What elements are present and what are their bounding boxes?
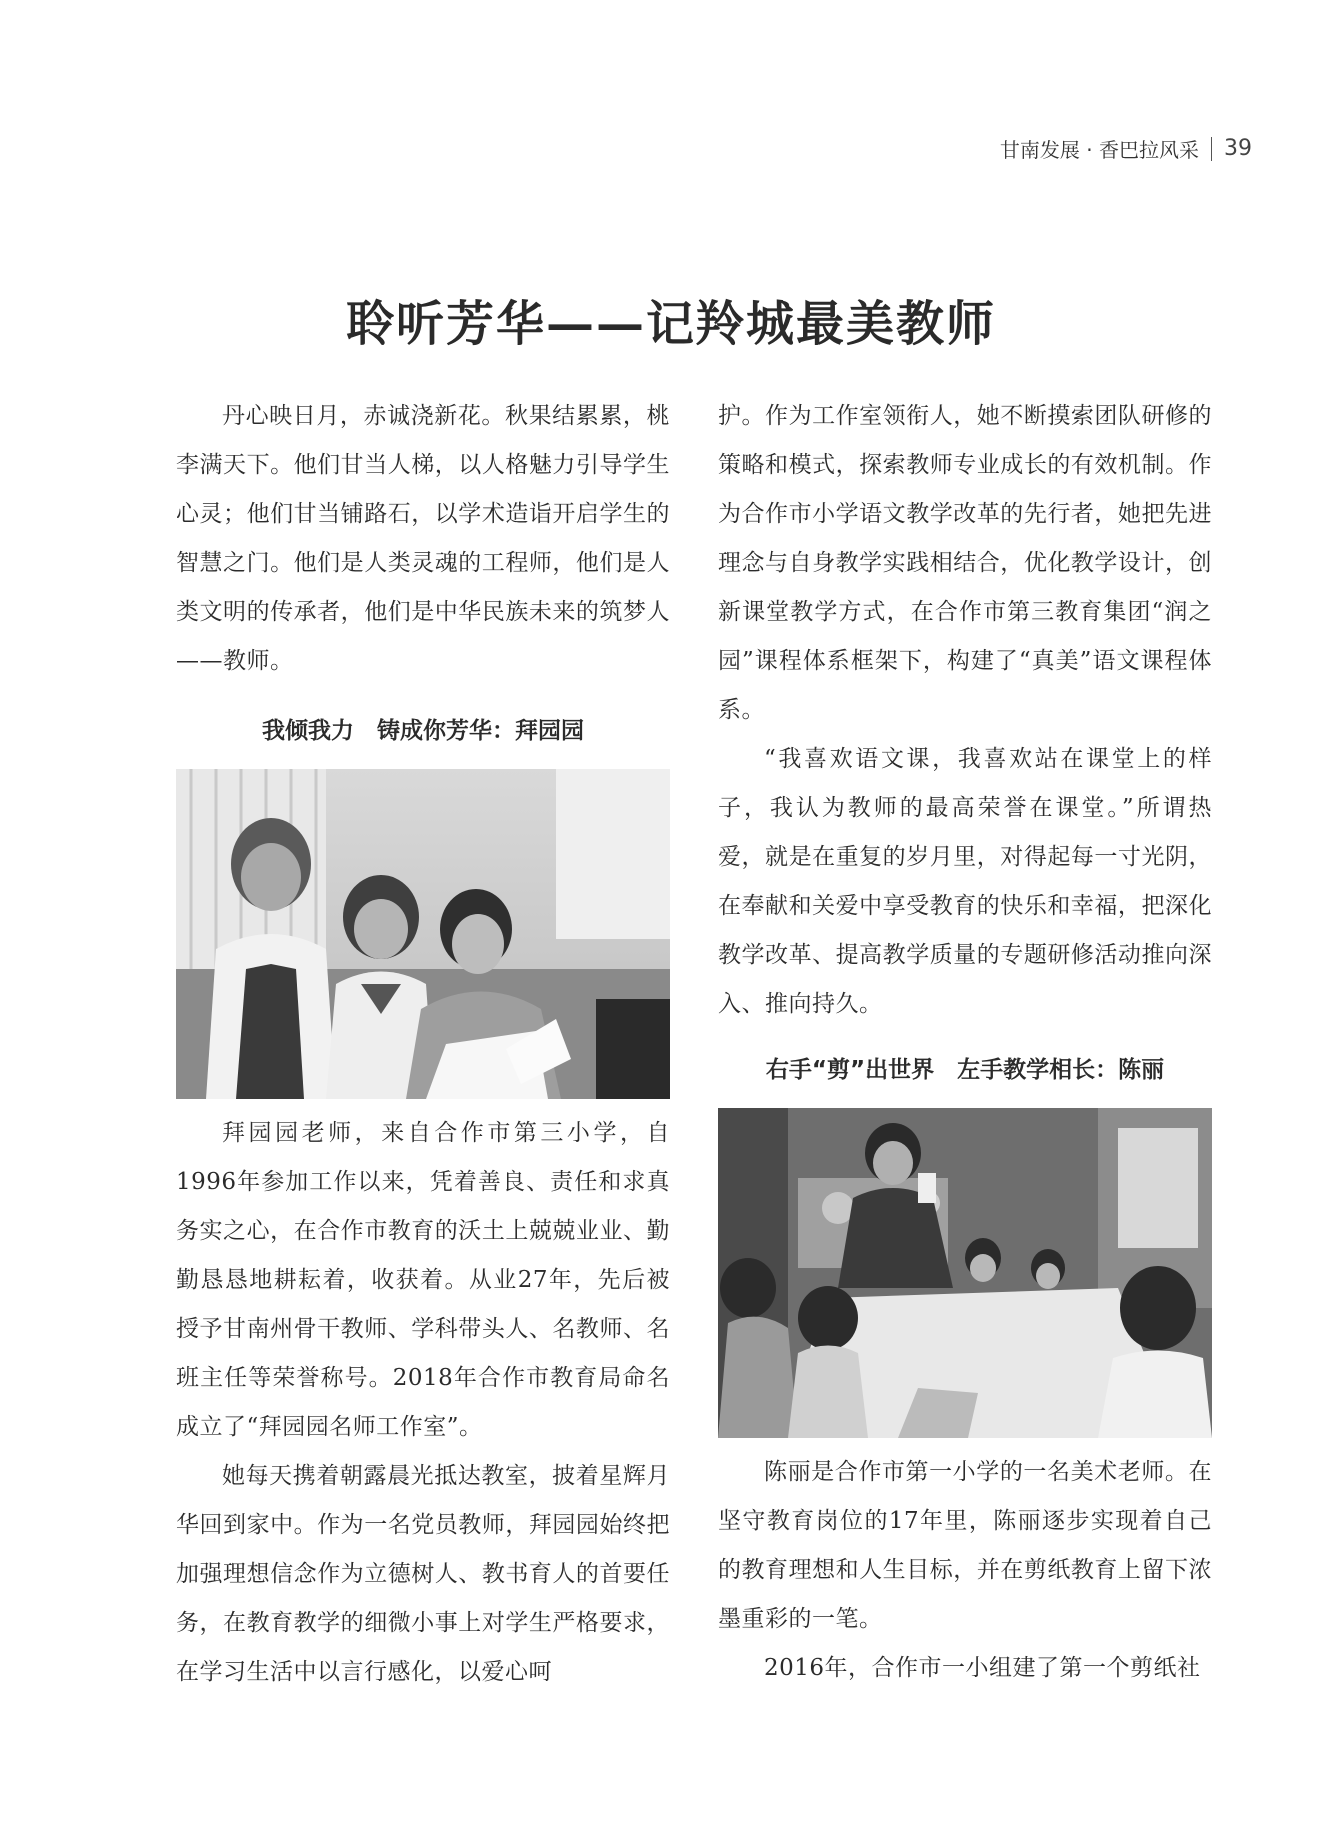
section2-paragraph-2: 2016年，合作市一小组建了第一个剪纸社 (764, 1655, 1201, 1681)
section1-paragraph-1: 拜园园老师，来自合作市第三小学，自1996年参加工作以来，凭着善良、责任和求真务实之心，在合作市教育的沃土上兢兢业业、勤勤恳恳地耕耘着，收获着。从业27年，先后被授予甘南州骨干教师、学科带头人、名教师、名班主任等荣誉称号。2018年合作市教育局命名成立了“拜园园名师工作室”。 (176, 1120, 670, 1440)
header-divider (1211, 137, 1212, 161)
section1-paragraph-3: “我喜欢语文课，我喜欢站在课堂上的样子，我认为教师的最高荣誉在课堂。”所谓热爱，就是在重复的岁月里，对得起每一寸光阴，在奉献和关爱中享受教育的快乐和幸福，把深化教学改革、提高教学质量的专题研修活动推向深入、推向持久。 (718, 746, 1212, 1017)
section1-paragraph-2-continued: 护。作为工作室领衔人，她不断摸索团队研修的策略和模式，探索教师专业成长的有效机制。作为合作市小学语文教学改革的先行者，她把先进理念与自身教学实践相结合，优化教学设计，创新课堂教学方式，在合作市第三教育集团“润之园”课程体系框架下，构建了“真美”语文课程体系。 (718, 403, 1212, 723)
page-number: 39 (1224, 136, 1252, 161)
section-name: 甘南发展 · 香巴拉风采 (999, 138, 1199, 162)
photo-teacher-with-students (176, 769, 670, 1099)
right-column (718, 392, 1212, 1693)
section2-heading: 右手“剪”出世界 左手教学相长：陈丽 (765, 1057, 1165, 1083)
article-title: 聆听芳华——记羚城最美教师 (345, 296, 996, 352)
section2-paragraph-1: 陈丽是合作市第一小学的一名美术老师。在坚守教育岗位的17年里，陈丽逐步实现着自己的教育理想和人生目标，并在剪纸教育上留下浓墨重彩的一笔。 (718, 1459, 1212, 1632)
photo-art-class (718, 1108, 1212, 1438)
section1-heading: 我倾我力 铸成你芳华：拜园园 (262, 718, 584, 744)
section1-paragraph-2-start: 她每天携着朝露晨光抵达教室，披着星辉月华回到家中。作为一名党员教师，拜园园始终把加强理想信念作为立德树人、教书育人的首要任务，在教育教学的细微小事上对学生严格要求，在学习生活中以言行感化，以爱心呵 (176, 1463, 670, 1685)
intro-paragraph: 丹心映日月，赤诚浇新花。秋果结累累，桃李满天下。他们甘当人梯，以人格魅力引导学生心灵；他们甘当铺路石，以学术造诣开启学生的智慧之门。他们是人类灵魂的工程师，他们是人类文明的传承者，他们是中华民族未来的筑梦人——教师。 (176, 403, 670, 674)
left-column (176, 392, 670, 1697)
running-head (1000, 134, 1252, 163)
